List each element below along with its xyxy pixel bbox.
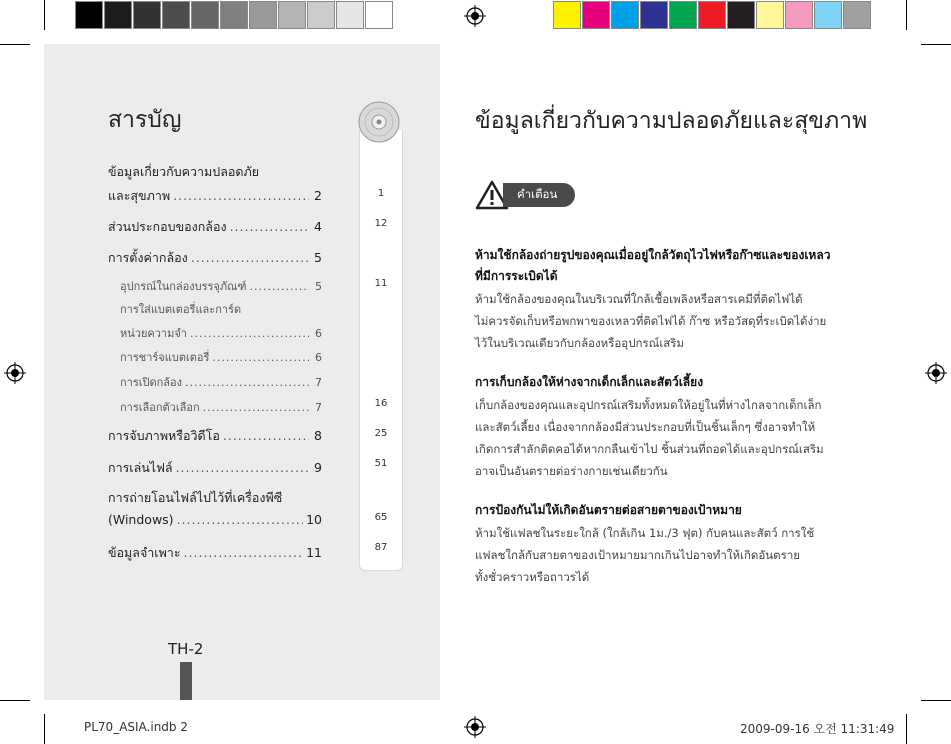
crop-mark	[0, 44, 30, 45]
section-title: ข้อมูลเกี่ยวกับความปลอดภัยและสุขภาพ	[475, 108, 868, 134]
color-swatch	[756, 1, 784, 29]
section-tab-number[interactable]: 12	[374, 218, 388, 229]
toc-entry-page: 10	[306, 512, 322, 527]
gray-swatch	[336, 1, 364, 29]
toc-entry-page: 11	[306, 545, 322, 560]
color-swatch	[582, 1, 610, 29]
toc-entry-page: 5	[315, 280, 322, 293]
toc-entry[interactable]	[120, 398, 322, 416]
gray-swatch	[307, 1, 335, 29]
color-swatch	[727, 1, 755, 29]
warning-badge	[475, 180, 575, 210]
footer-timestamp: 2009-09-16 오전 11:31:49	[740, 722, 895, 736]
section-tab-number[interactable]: 25	[374, 428, 388, 439]
gray-swatch	[75, 1, 103, 29]
gray-swatch	[365, 1, 393, 29]
color-calibration-bar	[553, 1, 872, 29]
section-heading: การป้องกันไม่ให้เกิดอันตรายต่อสายตาของเป้าหมาย	[475, 503, 742, 517]
toc-leader-dots	[176, 460, 309, 475]
cd-disc-icon	[357, 100, 401, 144]
toc-entry-page: 9	[314, 460, 322, 475]
toc-entry-page: 4	[314, 219, 322, 234]
page-number: TH-2	[168, 640, 204, 658]
section-body-line: ไม่ควรจัดเก็บหรือพกพาของเหลวที่ติดไฟได้ ก๊าซ หรือวัสดุที่ระเบิดได้ง่าย	[475, 314, 827, 328]
toc-entry-label: อุปกรณ์ในกล่องบรรจุภัณฑ์	[120, 280, 247, 293]
toc-entry-line1: การใส่แบตเตอรี่และการ์ด	[120, 303, 242, 316]
toc-entry-label: หน่วยความจำ	[120, 327, 187, 340]
toc-entry[interactable]	[108, 217, 322, 237]
section-tab-number[interactable]: 87	[374, 542, 388, 553]
gray-swatch	[278, 1, 306, 29]
toc-entry[interactable]	[108, 458, 322, 478]
toc-entry-label: การตั้งค่ากล้อง	[108, 250, 188, 265]
toc-entry[interactable]	[108, 543, 322, 563]
toc-entry-label: การจับภาพหรือวิดีโอ	[108, 428, 220, 443]
crop-mark	[906, 714, 907, 744]
registration-mark-icon	[464, 5, 486, 27]
color-swatch	[611, 1, 639, 29]
gray-swatch	[249, 1, 277, 29]
toc-entry-page: 7	[315, 401, 322, 414]
toc-entry-label: การเล่นไฟล์	[108, 460, 173, 475]
toc-entry-label: ส่วนประกอบของกล้อง	[108, 219, 227, 234]
section-heading: ที่มีการระเบิดได้	[475, 269, 558, 283]
toc-leader-dots	[249, 280, 309, 293]
toc-entry-page: 2	[314, 188, 322, 203]
toc-entry[interactable]	[120, 373, 322, 391]
toc-leader-dots	[223, 428, 309, 443]
color-swatch	[669, 1, 697, 29]
color-swatch	[553, 1, 581, 29]
color-swatch	[785, 1, 813, 29]
toc-leader-dots	[212, 351, 309, 364]
section-tab-number[interactable]: 1	[377, 188, 385, 199]
section-body-line: ห้ามใช้กล้องของคุณในบริเวณที่ใกล้เชื้อเพลิงหรือสารเคมีที่ติดไฟได้	[475, 292, 803, 306]
crop-mark	[44, 0, 45, 30]
toc-leader-dots	[230, 219, 309, 234]
section-body-line: ไว้ในบริเวณเดียวกับกล้องหรืออุปกรณ์เสริม	[475, 336, 685, 350]
gray-swatch	[133, 1, 161, 29]
crop-mark	[44, 714, 45, 744]
toc-entry[interactable]	[108, 248, 322, 268]
registration-mark-icon	[4, 362, 26, 384]
color-swatch	[640, 1, 668, 29]
section-tab-number[interactable]: 16	[374, 398, 388, 409]
toc-entry[interactable]	[120, 277, 322, 295]
toc-entry-label: การเปิดกล้อง	[120, 376, 183, 389]
section-body-line: อาจเป็นอันตรายต่อร่างกายเช่นเดียวกัน	[475, 464, 668, 478]
toc-entry[interactable]	[120, 324, 322, 342]
section-heading: ห้ามใช้กล้องถ่ายรูปของคุณเมื่ออยู่ใกล้วัตถุไวไฟหรือก๊าซและของเหลว	[475, 248, 831, 262]
section-body-line: และสัตว์เลี้ยง เนื่องจากกล้องมีส่วนประกอบที่เป็นชิ้นเล็กๆ ซึ่งอาจทำให้	[475, 420, 816, 434]
toc-leader-dots	[185, 376, 309, 389]
section-body-line: เก็บกล้องของคุณและอุปกรณ์เสริมทั้งหมดให้อยู่ในที่ห่างไกลจากเด็กเล็ก	[475, 398, 822, 412]
toc-entry[interactable]	[108, 426, 322, 446]
gray-swatch	[220, 1, 248, 29]
section-body-line: เกิดการสำลักติดคอได้หากกลืนเข้าไป ชิ้นส่วนที่ถอดได้และอุปกรณ์เสริม	[475, 442, 824, 456]
toc-entry[interactable]	[108, 512, 322, 527]
crop-mark	[921, 700, 951, 701]
section-body-line: ห้ามใช้แฟลชในระยะใกล้ (ใกล้เกิน 1ม./3 ฟุต) กับคนและสัตว์ การใช้	[475, 526, 815, 540]
gray-calibration-bar	[75, 1, 394, 29]
color-swatch	[814, 1, 842, 29]
toc-leader-dots	[203, 401, 309, 414]
crop-mark	[0, 700, 30, 701]
color-swatch	[843, 1, 871, 29]
toc-entry-label: การชาร์จแบตเตอรี่	[120, 351, 210, 364]
toc-entry-page: 7	[315, 376, 322, 389]
toc-title: สารบัญ	[108, 107, 182, 133]
gray-swatch	[104, 1, 132, 29]
page-edge-marker	[180, 662, 192, 700]
section-tab-number[interactable]: 65	[374, 512, 388, 523]
gray-swatch	[162, 1, 190, 29]
toc-entry-page: 6	[315, 351, 322, 364]
gray-swatch	[191, 1, 219, 29]
section-heading: การเก็บกล้องให้ห่างจากเด็กเล็กและสัตว์เลี้ยง	[475, 375, 704, 389]
section-tab-number[interactable]: 11	[374, 278, 388, 289]
footer-file-info: PL70_ASIA.indb 2	[84, 720, 188, 734]
toc-entry[interactable]	[108, 186, 322, 206]
section-body-line: ทั้งชั่วคราวหรือถาวรได้	[475, 570, 590, 584]
toc-leader-dots	[177, 512, 304, 527]
toc-entry-line1: การถ่ายโอนไฟล์ไปไว้ที่เครื่องพีซี	[108, 490, 283, 505]
toc-entry-label: การเลือกตัวเลือก	[120, 401, 200, 414]
toc-entry-page: 6	[315, 327, 322, 340]
toc-entry[interactable]	[120, 348, 322, 366]
toc-entry-line1: ข้อมูลเกี่ยวกับความปลอดภัย	[108, 164, 260, 179]
toc-entry-label: ข้อมูลจำเพาะ	[108, 545, 181, 560]
registration-mark-icon	[464, 716, 486, 738]
toc-entry-label: และสุขภาพ	[108, 188, 171, 203]
warning-label: คำเตือน	[503, 183, 575, 207]
toc-entry-page: 5	[314, 250, 322, 265]
toc-entry-label: (Windows)	[108, 512, 174, 527]
crop-mark	[921, 44, 951, 45]
section-tab-strip	[359, 130, 403, 571]
section-body-line: แฟลชใกล้กับสายตาของเป้าหมายมากเกินไปอาจทำให้เกิดอันตราย	[475, 548, 801, 562]
registration-mark-icon	[925, 362, 947, 384]
toc-entry-page: 8	[314, 428, 322, 443]
toc-leader-dots	[191, 250, 309, 265]
color-swatch	[698, 1, 726, 29]
toc-leader-dots	[190, 327, 309, 340]
toc-leader-dots	[184, 545, 304, 560]
section-tab-number[interactable]: 51	[374, 458, 388, 469]
toc-leader-dots	[173, 188, 309, 203]
crop-mark	[906, 0, 907, 30]
